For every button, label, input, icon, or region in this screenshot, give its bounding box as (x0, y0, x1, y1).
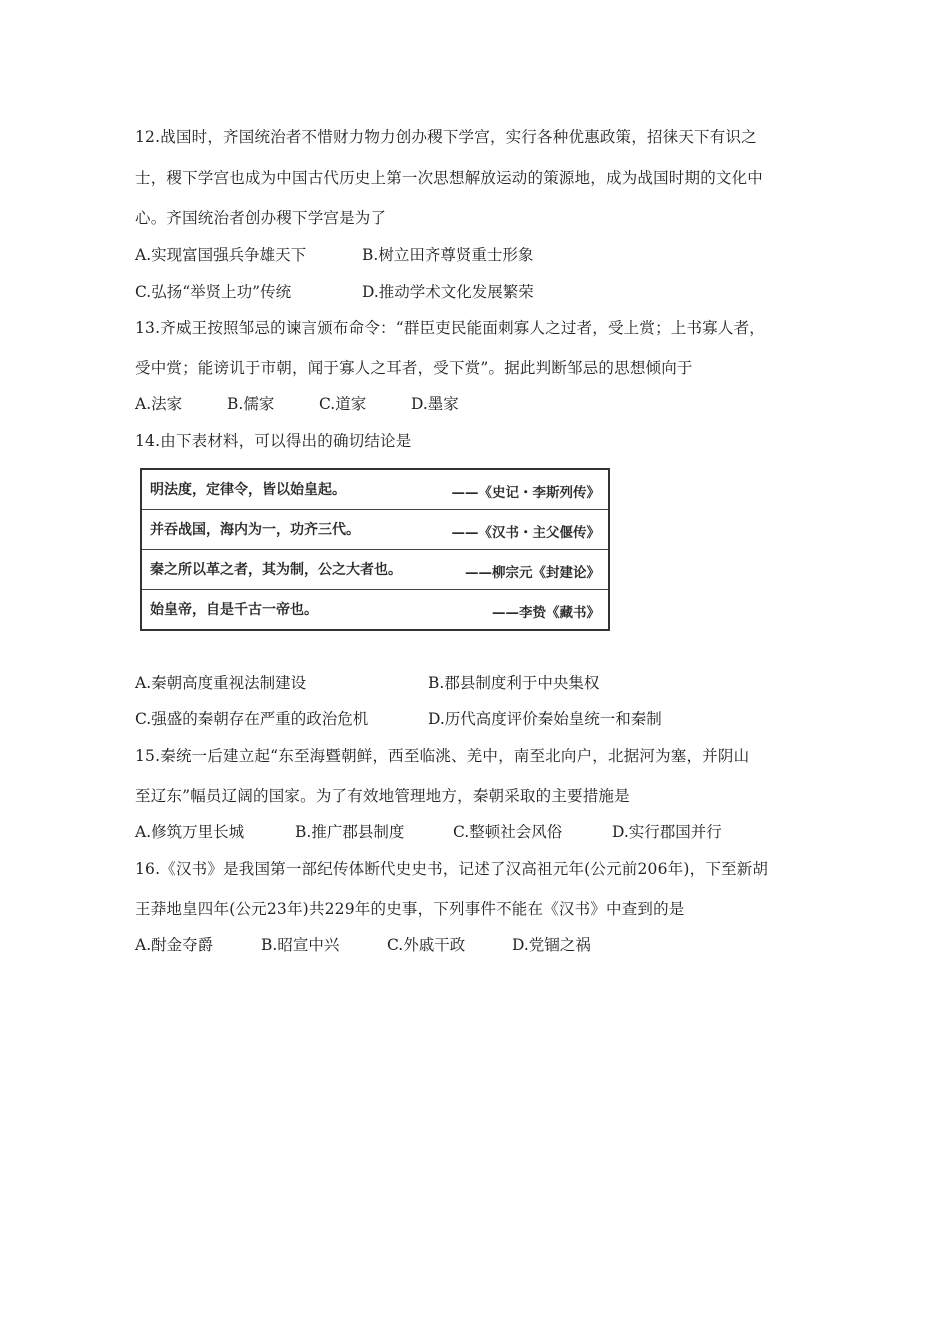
q14-option-a[interactable]: A.秦朝高度重视法制建设 (135, 674, 307, 692)
q16-option-d[interactable]: D.党锢之祸 (512, 936, 591, 954)
quote-row (142, 470, 608, 510)
q15-stem-line-2: 至辽东”幅员辽阔的国家。为了有效地管理地方，秦朝采取的主要措施是 (135, 787, 630, 805)
q13-option-c[interactable]: C.道家 (319, 395, 367, 413)
q16-stem-line-2: 王莽地皇四年(公元23年)共229年的史事，下列事件不能在《汉书》中查到的是 (135, 900, 685, 918)
q16-option-b[interactable]: B.昭宣中兴 (261, 936, 340, 954)
q12-stem-line-3: 心。齐国统治者创办稷下学宫是为了 (135, 209, 387, 227)
q15-option-c[interactable]: C.整顿社会风俗 (453, 823, 563, 841)
q13-option-d[interactable]: D.墨家 (411, 395, 459, 413)
q13-stem-line-2: 受中赏；能谤讥于市朝，闻于寡人之耳者，受下赏”。据此判断邹忌的思想倾向于 (135, 359, 693, 377)
q14-option-d[interactable]: D.历代高度评价秦始皇统一和秦制 (428, 710, 662, 728)
q16-stem-line-1: 16.《汉书》是我国第一部纪传体断代史史书，记述了汉高祖元年(公元前206年)，下至新胡 (135, 860, 769, 878)
q15-option-b[interactable]: B.推广郡县制度 (295, 823, 405, 841)
quote-source: ——《汉书・主父偃传》 (451, 525, 600, 541)
q15-option-a[interactable]: A.修筑万里长城 (135, 823, 245, 841)
q12-option-a[interactable]: A.实现富国强兵争雄天下 (135, 246, 307, 264)
q12-stem-line-1: 12.战国时，齐国统治者不惜财力物力创办稷下学宫，实行各种优惠政策，招徕天下有识之 (135, 128, 757, 146)
q12-stem-line-2: 士，稷下学宫也成为中国古代历史上第一次思想解放运动的策源地，成为战国时期的文化中 (135, 169, 764, 187)
q13-option-b[interactable]: B.儒家 (227, 395, 275, 413)
q12-option-c[interactable]: C.弘扬“举贤上功”传统 (135, 283, 292, 301)
quote-text: 明法度，定律令，皆以始皇起。 (150, 482, 346, 498)
q12-option-b[interactable]: B.树立田齐尊贤重士形象 (362, 246, 534, 264)
quote-source: ——《史记・李斯列传》 (451, 485, 600, 501)
q15-option-d[interactable]: D.实行郡国并行 (612, 823, 722, 841)
q14-quote-table (140, 468, 610, 631)
quote-row (142, 550, 608, 590)
q14-option-b[interactable]: B.郡县制度利于中央集权 (428, 674, 600, 692)
q16-option-a[interactable]: A.酎金夺爵 (135, 936, 214, 954)
quote-text: 并吞战国，海内为一，功齐三代。 (150, 522, 360, 538)
q13-stem-line-1: 13.齐威王按照邹忌的谏言颁布命令：“群臣吏民能面刺寡人之过者，受上赏；上书寡人者， (135, 319, 765, 337)
quote-source: ——李贽《藏书》 (492, 605, 600, 621)
q14-stem-line-1: 14.由下表材料，可以得出的确切结论是 (135, 432, 412, 450)
quote-row (142, 590, 608, 630)
q15-stem-line-1: 15.秦统一后建立起“东至海暨朝鲜，西至临洮、羌中，南至北向户，北据河为塞，并阴山 (135, 747, 750, 765)
quote-source: ——柳宗元《封建论》 (465, 565, 600, 581)
quote-text: 秦之所以革之者，其为制，公之大者也。 (150, 562, 402, 578)
q13-option-a[interactable]: A.法家 (135, 395, 183, 413)
quote-text: 始皇帝，自是千古一帝也。 (150, 602, 318, 618)
q14-option-c[interactable]: C.强盛的秦朝存在严重的政治危机 (135, 710, 369, 728)
quote-row (142, 510, 608, 550)
q12-option-d[interactable]: D.推动学术文化发展繁荣 (362, 283, 534, 301)
q16-option-c[interactable]: C.外戚干政 (387, 936, 466, 954)
